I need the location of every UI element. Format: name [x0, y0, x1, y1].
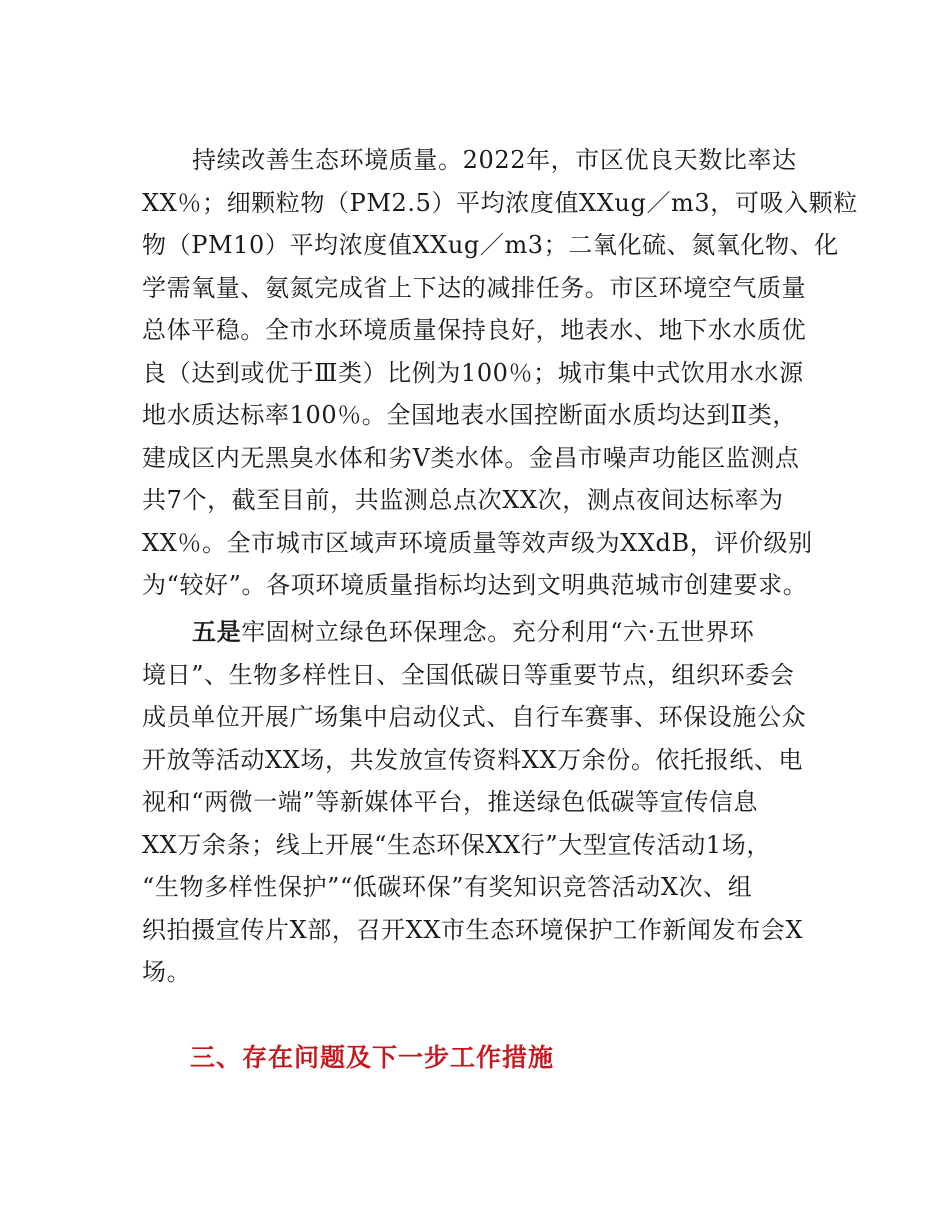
text-line: 场。 [142, 958, 192, 986]
text-line: 地水质达标率100％。全国地表水国控断面水质均达到Ⅱ类， [142, 401, 797, 429]
text-line [142, 611, 842, 654]
text-line: 学需氧量、氨氮完成省上下达的减排任务。市区环境空气质量 [142, 273, 807, 302]
text-line-rest: 牢固树立绿色环保理念。充分利用“六·五世界环 [241, 618, 755, 646]
text-line: XX％；细颗粒物（PM2.5）平均浓度值XXug／m3，可吸入颗粒 [142, 188, 858, 217]
text-line: “生物多样性保护”“低碳环保”有奖知识竞答活动X次、组 [142, 873, 753, 901]
text-line: 持续改善生态环境质量。2022年，市区优良天数比率达 [192, 146, 797, 174]
text-line: 织拍摄宣传片X部，召开XX市生态环境保护工作新闻发布会X [142, 915, 804, 944]
text-line: 良（达到或优于Ⅲ类）比例为100％；城市集中式饮用水水源 [142, 358, 804, 387]
text-line: 物（PM10）平均浓度值XXug／m3；二氧化硫、氮氧化物、化 [142, 231, 839, 259]
section-heading: 三、存在问题及下一步工作措施 [190, 1043, 555, 1072]
text-line: 开放等活动XX场，共发放宣传资料XX万余份。依托报纸、电 [142, 745, 804, 774]
text-line: 共7个，截至目前，共监测总点次XX次，测点夜间达标率为 [142, 486, 784, 514]
text-line: XX万余条；线上开展“生态环保XX行”大型宣传活动1场， [142, 830, 771, 859]
text-line: XX％。全市城市区域声环境质量等效声级为XXdB，评价级别 [142, 528, 813, 557]
paragraph-lead: 五是 [192, 617, 242, 646]
text-line: 境日”、生物多样性日、全国低碳日等重要节点，组织环委会 [142, 660, 795, 689]
text-line: 成员单位开展广场集中启动仪式、自行车赛事、环保设施公众 [142, 703, 807, 731]
text-line: 总体平稳。全市水环境质量保持良好，地表水、地下水水质优 [142, 316, 807, 344]
paragraph-environment-quality [142, 139, 858, 607]
text-line: 为“较好”。各项环境质量指标均达到文明典范城市创建要求。 [142, 571, 808, 599]
text-line: 建成区内无黑臭水体和劣Ⅴ类水体。金昌市噪声功能区监测点 [142, 443, 800, 472]
paragraph-green-awareness [142, 611, 842, 994]
text-line: 视和“两微一端”等新媒体平台，推送绿色低碳等宣传信息 [142, 788, 759, 816]
